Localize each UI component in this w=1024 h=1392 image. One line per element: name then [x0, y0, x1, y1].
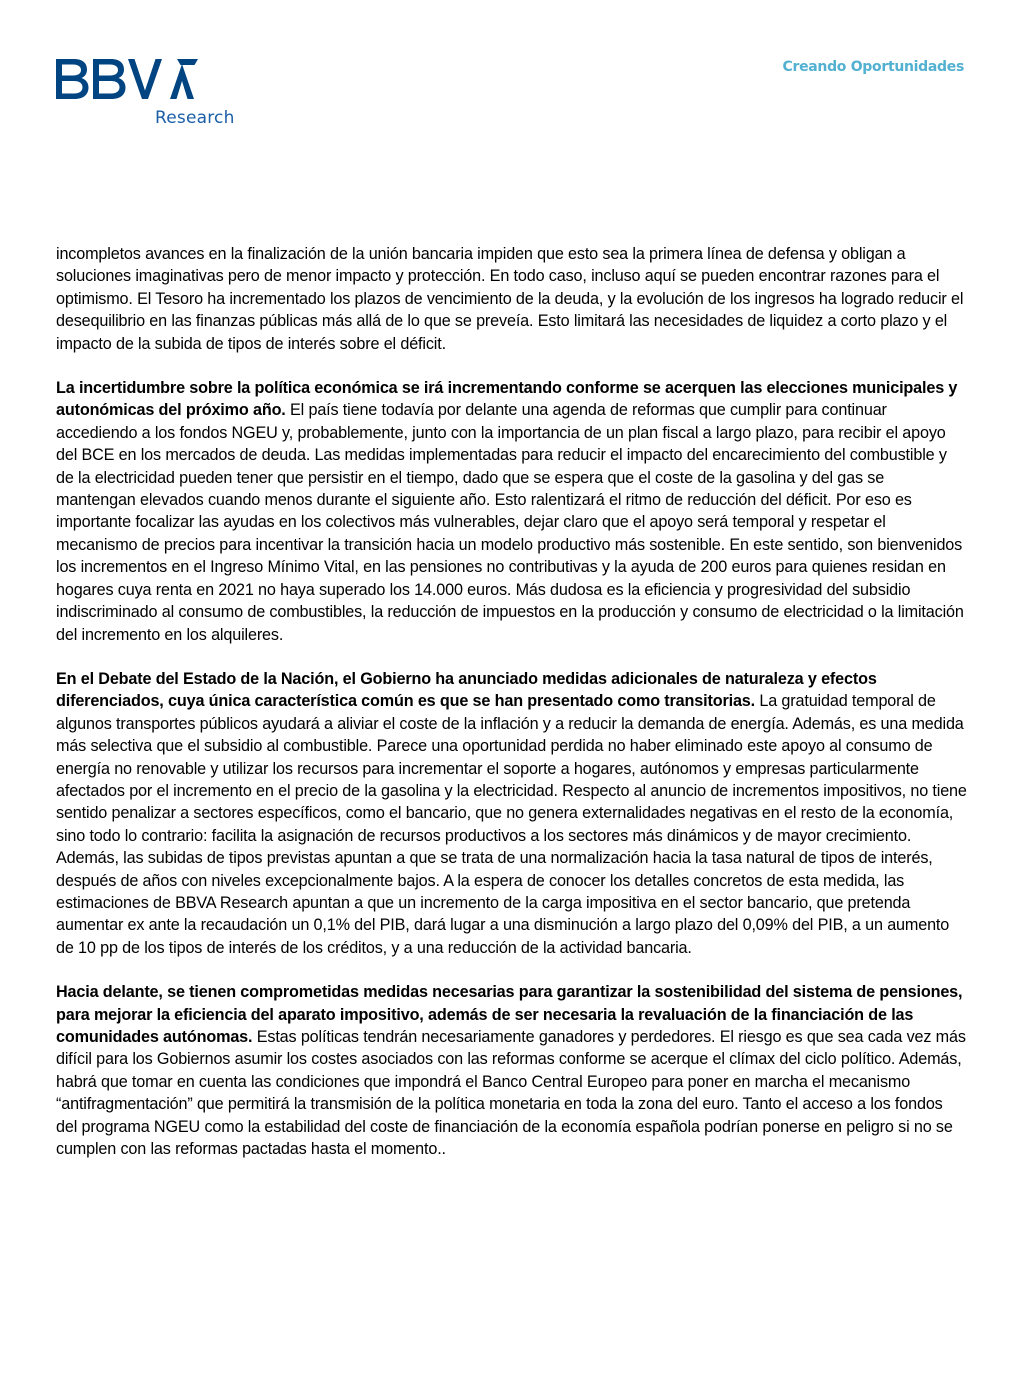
paragraph-1-text: incompletos avances en la finalización de la unión bancaria impiden que esto sea la primera línea de defensa y obligan a soluciones imaginativas pero de menor impacto y protección. En todo caso, incluso aquí se pueden encontrar razones para el optimismo. El Tesoro ha incrementado los plazos de vencimiento de la deuda, y la evolución de los ingresos ha logrado reducir el desequilibrio en las finanzas públicas más allá de lo que se preveía. Esto limitará las necesidades de liquidez a corto plazo y el impacto de la subida de tipos de interés sobre el déficit. [56, 245, 964, 353]
paragraph-3-lead: En el Debate del Estado de la Nación, el Gobierno ha anunciado medidas adicionales de naturaleza y efectos diferenciados, cuya única característica común es que se han presentado como transitorias. [56, 669, 877, 711]
header-tagline: Creando Oportunidades [782, 59, 964, 75]
paragraph-2 [56, 377, 968, 646]
logo-subtitle: Research [155, 108, 235, 128]
bbva-research-logo [56, 54, 246, 134]
bbva-logo-icon [56, 54, 206, 104]
paragraph-2-lead: La incertidumbre sobre la política económica se irá incrementando conforme se acerquen las elecciones municipales y autonómicas del próximo año. [56, 379, 958, 420]
paragraph-4-text: Estas políticas tendrán necesariamente ganadores y perdedores. El riesgo es que sea cada vez más difícil para los Gobiernos asumir los costes asociados con las reformas conforme se acerque el clímax del ciclo político. Además, habrá que tomar en cuenta las condiciones que impondrá el Banco Central Europeo para poner en marcha el mecanismo “antifragmentación” que permitirá la transmisión de la política monetaria en toda la zona del euro. Tanto el acceso a los fondos del programa NGEU como la estabilidad del coste de financiación de la economía española podrían ponerse en peligro si no se cumplen con las reformas pactadas hasta el momento.. [56, 1028, 966, 1159]
paragraph-4-lead: Hacia delante, se tienen comprometidas medidas necesarias para garantizar la sostenibilidad del sistema de pensiones, para mejorar la eficiencia del aparato impositivo, además de ser necesaria la revaluación de la financiación de las comunidades autónomas. [56, 983, 963, 1046]
paragraph-2-text: El país tiene todavía por delante una agenda de reformas que cumplir para continuar accediendo a los fondos NGEU y, probablemente, junto con la importancia de un plan fiscal a largo plazo, para recibir el apoyo del BCE en los mercados de deuda. Las medidas implementadas para reducir el impacto del encarecimiento del combustible y de la electricidad pueden tener que persistir en el tiempo, dado que se espera que el coste de la gasolina y del gas se mantengan elevados cuando menos durante el siguiente año. Esto ralentizará el ritmo de reducción del déficit. Por eso es importante focalizar las ayudas en los colectivos más vulnerables, dejar claro que el apoyo será temporal y respetar el mecanismo de precios para incentivar la transición hacia un modelo productivo más sostenible. En este sentido, son bienvenidos los incrementos en el Ingreso Mínimo Vital, en las pensiones no contributivas y la ayuda de 200 euros para quienes residan en hogares cuya renta en 2021 no haya superado los 14.000 euros. Más dudosa es la eficiencia y progresividad del subsidio indiscriminado al consumo de combustibles, la reducción de impuestos en la producción y consumo de electricidad o la limitación del incremento en los alquileres. [56, 401, 964, 644]
paragraph-1 [56, 243, 968, 355]
paragraph-4 [56, 981, 968, 1160]
paragraph-3-text: La gratuidad temporal de algunos transportes públicos ayudará a aliviar el coste de la inflación y a reducir la demanda de energía. Además, es una medida más selectiva que el subsidio al combustible. Parece una oportunidad perdida no haber eliminado este apoyo al consumo de energía no renovable y utilizar los recursos para incrementar el soporte a hogares, autónomos y empresas particularmente afectados por el incremento en el precio de la gasolina y la electricidad. Respecto al anuncio de incrementos impositivos, no tiene sentido penalizar a sectores específicos, como el bancario, que no genera externalidades negativas en el resto de la economía, sino todo lo contrario: facilita la asignación de recursos productivos a los sectores más dinámicos y de mayor crecimiento. Además, las subidas de tipos previstas apuntan a que se trata de una normalización hacia la tasa natural de tipos de interés, después de años con niveles excepcionalmente bajos. A la espera de conocer los detalles concretos de esta medida, las estimaciones de BBVA Research apuntan a que un incremento de la carga impositiva en el sector bancario, que pretenda aumentar ex ante la recaudación un 0,1% del PIB, dará lugar a una disminución a largo plazo del 0,09% del PIB, a un aumento de 10 pp de los tipos de interés de los créditos, y a una reducción de la actividad bancaria. [56, 692, 967, 957]
document-body [56, 243, 968, 1182]
paragraph-3 [56, 668, 968, 959]
